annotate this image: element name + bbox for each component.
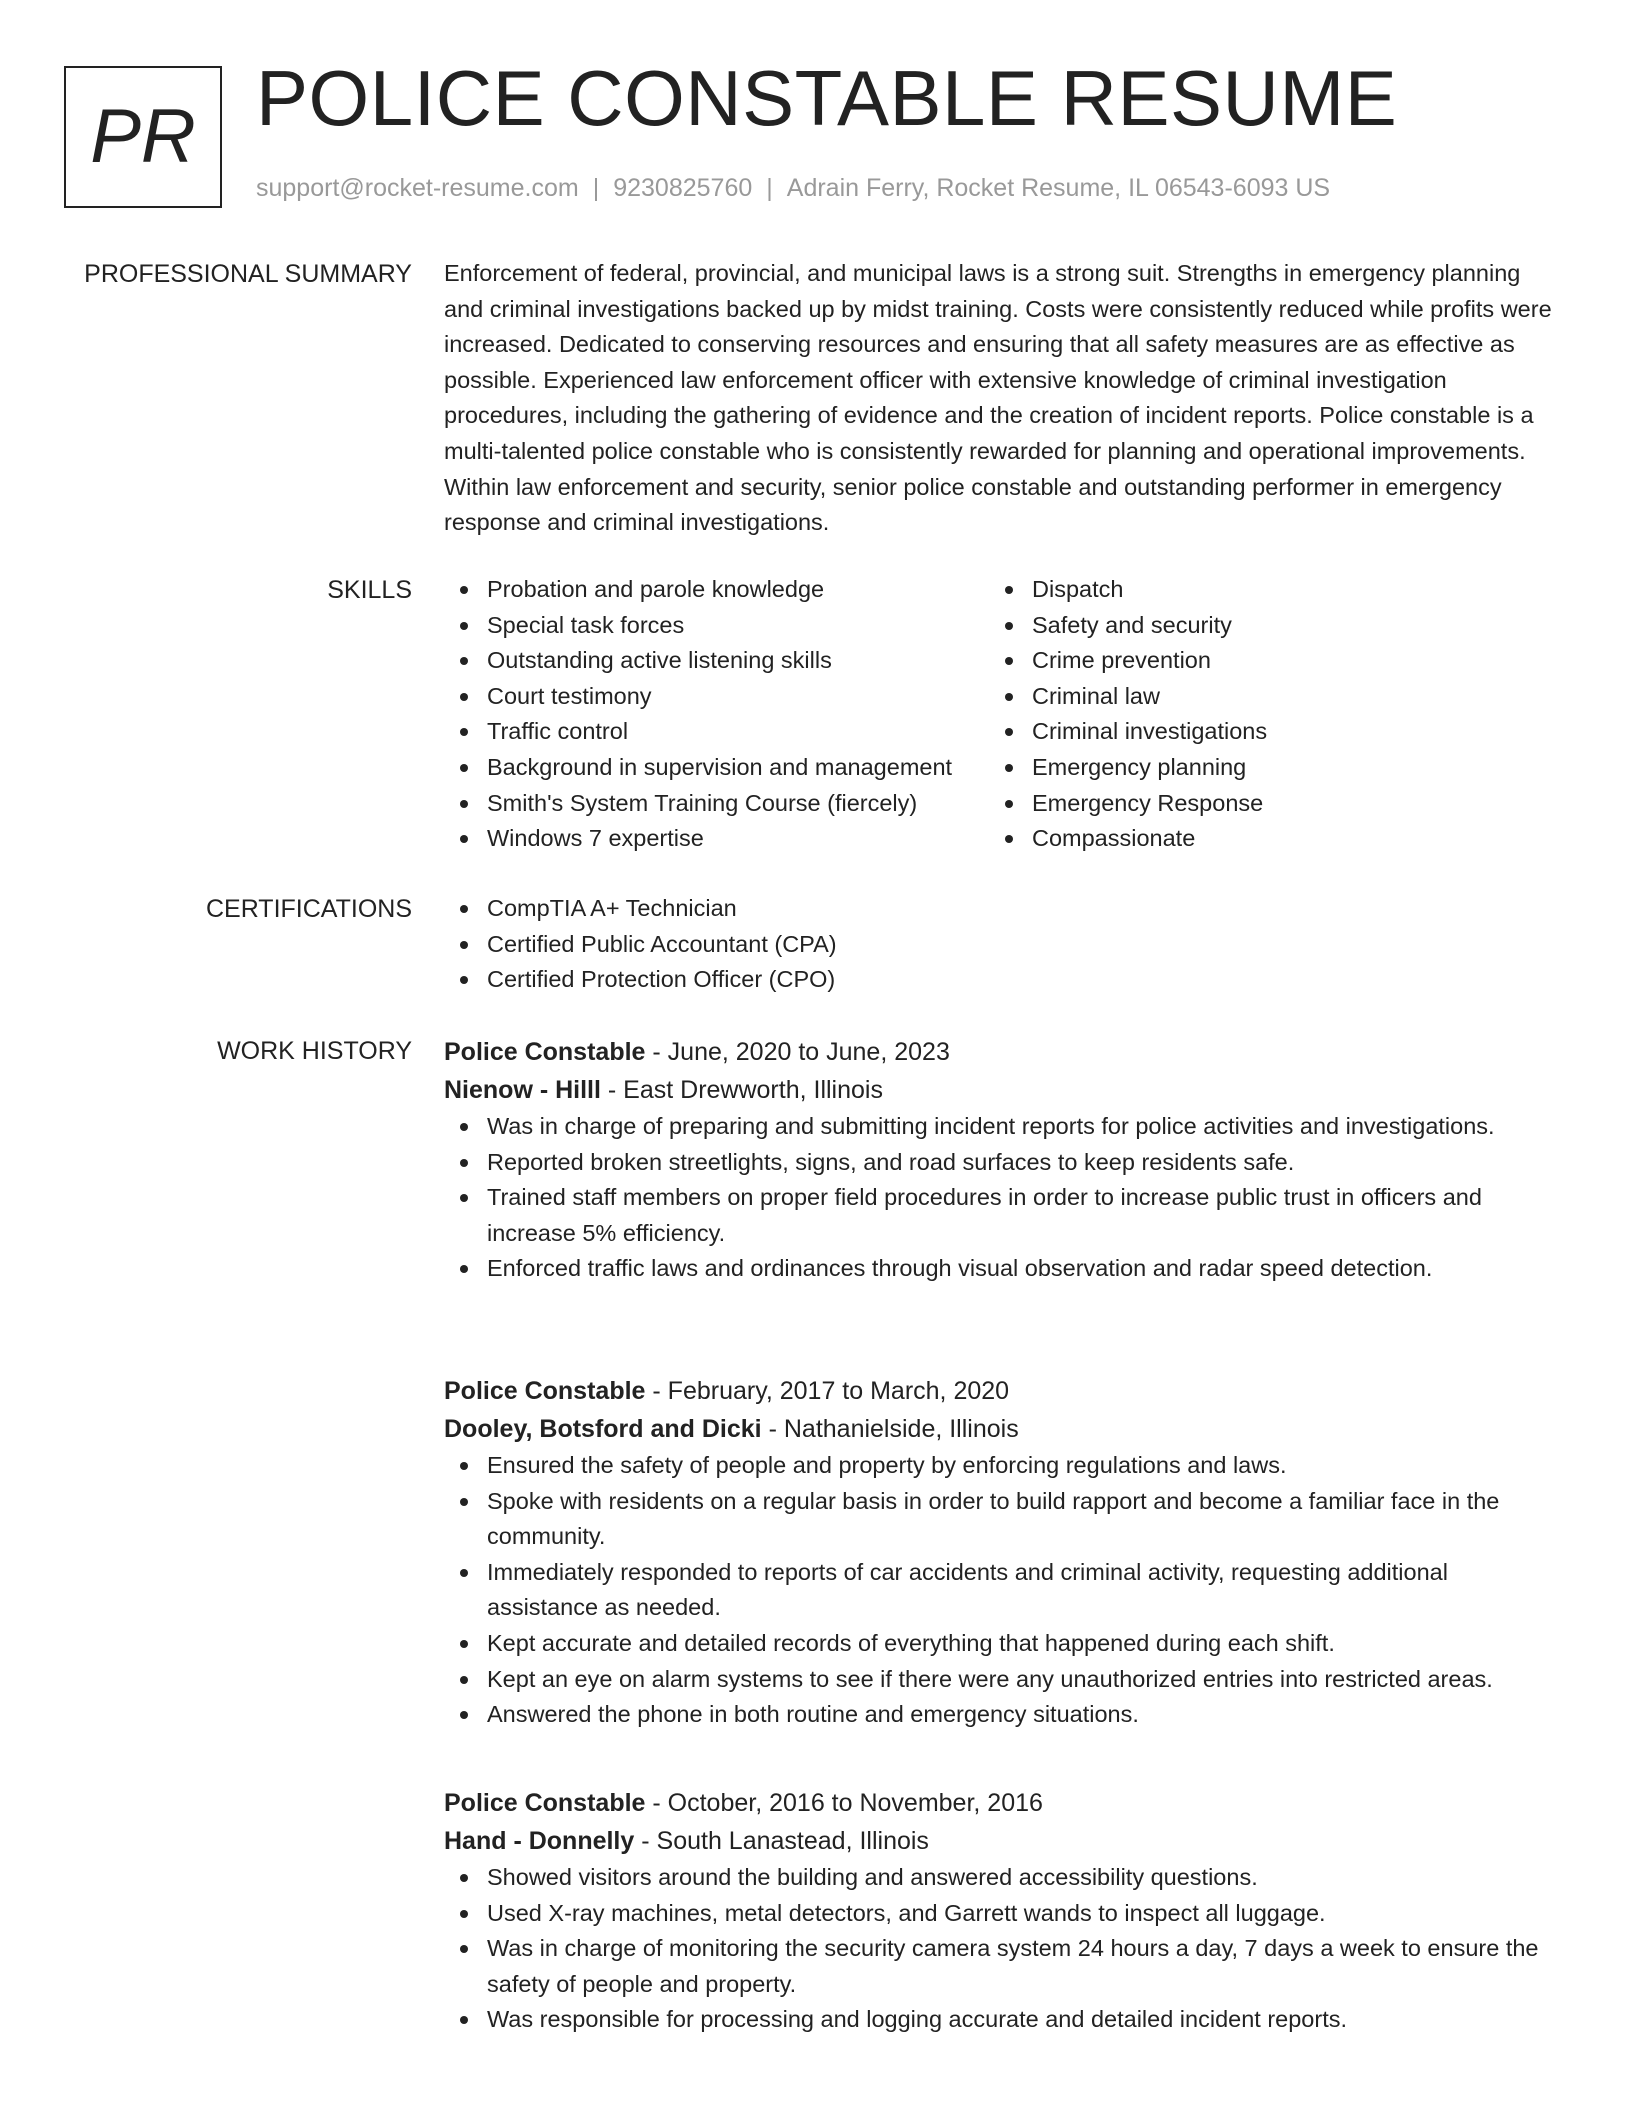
job-company: Dooley, Botsford and Dicki: [444, 1415, 762, 1443]
job-bullet: Reported broken streetlights, signs, and road surfaces to keep residents safe.: [444, 1145, 1554, 1181]
job-entry: [444, 1784, 1554, 2038]
certifications-list: [444, 891, 1554, 998]
job-dates: - June, 2020 to June, 2023: [645, 1038, 950, 1066]
skill-item: Windows 7 expertise: [444, 821, 989, 857]
job-title: Police Constable: [444, 1789, 646, 1817]
skill-item: Safety and security: [989, 608, 1534, 644]
contact-email: support@rocket-resume.com: [256, 174, 579, 202]
job-bullet: Kept an eye on alarm systems to see if there were any unauthorized entries into restricted areas.: [444, 1662, 1554, 1698]
job-company: Hand - Donnelly: [444, 1827, 635, 1855]
skill-item: Criminal investigations: [989, 714, 1534, 750]
skills-heading: SKILLS: [327, 576, 412, 604]
job-location: - Nathanielside, Illinois: [761, 1415, 1019, 1443]
skill-item: Special task forces: [444, 608, 989, 644]
job-title-line: [444, 1372, 1554, 1410]
skill-item: Background in supervision and management: [444, 750, 989, 786]
job-bullet: Answered the phone in both routine and emergency situations.: [444, 1697, 1554, 1733]
monogram-box: [64, 66, 222, 208]
job-bullet: Was responsible for processing and logging accurate and detailed incident reports.: [444, 2002, 1554, 2038]
certification-item: Certified Public Accountant (CPA): [444, 927, 1554, 963]
certification-item: Certified Protection Officer (CPO): [444, 962, 1554, 998]
contact-address: Adrain Ferry, Rocket Resume, IL 06543-6093 US: [786, 174, 1331, 202]
skill-item: Compassionate: [989, 821, 1534, 857]
job-bullet: Was in charge of monitoring the security camera system 24 hours a day, 7 days a week to ensure the safety of people and property.: [444, 1931, 1554, 2002]
job-bullets: [444, 1860, 1554, 2038]
contact-phone: 9230825760: [613, 174, 753, 202]
job-title-line: [444, 1033, 1554, 1071]
skill-item: Smith's System Training Course (fiercely): [444, 786, 989, 822]
skills-column-2: [989, 572, 1534, 857]
skill-item: Outstanding active listening skills: [444, 643, 989, 679]
summary-text: Enforcement of federal, provincial, and municipal laws is a strong suit. Strengths in emergency planning and criminal investigations backed up by midst training. Costs were consistently reduced while profits were increased. Dedicated to conserving resources and ensuring that all safety measures are as effective as possible. Experienced law enforcement officer with extensive knowledge of criminal investigation procedures, including the gathering of evidence and the creation of incident reports. Police constable is a multi-talented police constable who is consistently rewarded for planning and operational improvements. Within law enforcement and security, senior police constable and outstanding performer in emergency response and criminal investigations.: [444, 260, 1552, 536]
job-bullets: [444, 1448, 1554, 1733]
monogram-initials: PR: [90, 94, 196, 179]
certifications-section: [444, 891, 1554, 998]
job-company-line: [444, 1071, 1554, 1109]
resume-title: POLICE CONSTABLE RESUME: [256, 54, 1398, 142]
skills-grid: [444, 572, 1554, 857]
skill-item: Dispatch: [989, 572, 1534, 608]
skills-column-1: [444, 572, 989, 857]
job-company-line: [444, 1822, 1554, 1860]
job-dates: - February, 2017 to March, 2020: [645, 1377, 1010, 1405]
summary-section: [444, 256, 1554, 541]
summary-heading: PROFESSIONAL SUMMARY: [84, 260, 412, 288]
skill-item: Probation and parole knowledge: [444, 572, 989, 608]
contact-separator: |: [766, 174, 773, 202]
job-bullet: Enforced traffic laws and ordinances through visual observation and radar speed detection.: [444, 1251, 1554, 1287]
job-location: - East Drewworth, Illinois: [600, 1076, 883, 1104]
contact-line: [256, 174, 1330, 203]
job-bullet: Showed visitors around the building and answered accessibility questions.: [444, 1860, 1554, 1896]
skill-item: Traffic control: [444, 714, 989, 750]
skill-item: Emergency planning: [989, 750, 1534, 786]
job-bullet: Immediately responded to reports of car accidents and criminal activity, requesting additional assistance as needed.: [444, 1555, 1554, 1626]
skills-section: [444, 572, 1554, 857]
job-title-line: [444, 1784, 1554, 1822]
job-entry: [444, 1033, 1554, 1287]
job-location: - South Lanastead, Illinois: [634, 1827, 929, 1855]
certification-item: CompTIA A+ Technician: [444, 891, 1554, 927]
job-company: Nienow - Hilll: [444, 1076, 601, 1104]
job-bullet: Ensured the safety of people and property by enforcing regulations and laws.: [444, 1448, 1554, 1484]
job-title: Police Constable: [444, 1377, 646, 1405]
job-bullet: Used X-ray machines, metal detectors, and Garrett wands to inspect all luggage.: [444, 1896, 1554, 1932]
certifications-heading: CERTIFICATIONS: [205, 895, 412, 923]
job-company-line: [444, 1410, 1554, 1448]
contact-separator: |: [592, 174, 600, 202]
job-bullets: [444, 1109, 1554, 1287]
job-bullet: Was in charge of preparing and submitting incident reports for police activities and investigations.: [444, 1109, 1554, 1145]
job-bullet: Spoke with residents on a regular basis in order to build rapport and become a familiar face in the community.: [444, 1484, 1554, 1555]
job-dates: - October, 2016 to November, 2016: [645, 1789, 1043, 1817]
work-history-heading: WORK HISTORY: [217, 1037, 412, 1065]
skill-item: Crime prevention: [989, 643, 1534, 679]
job-bullet: Kept accurate and detailed records of everything that happened during each shift.: [444, 1626, 1554, 1662]
job-entry: [444, 1372, 1554, 1733]
skill-item: Criminal law: [989, 679, 1534, 715]
skill-item: Court testimony: [444, 679, 989, 715]
job-bullet: Trained staff members on proper field procedures in order to increase public trust in officers and increase 5% efficiency.: [444, 1180, 1554, 1251]
skill-item: Emergency Response: [989, 786, 1534, 822]
job-title: Police Constable: [444, 1038, 646, 1066]
